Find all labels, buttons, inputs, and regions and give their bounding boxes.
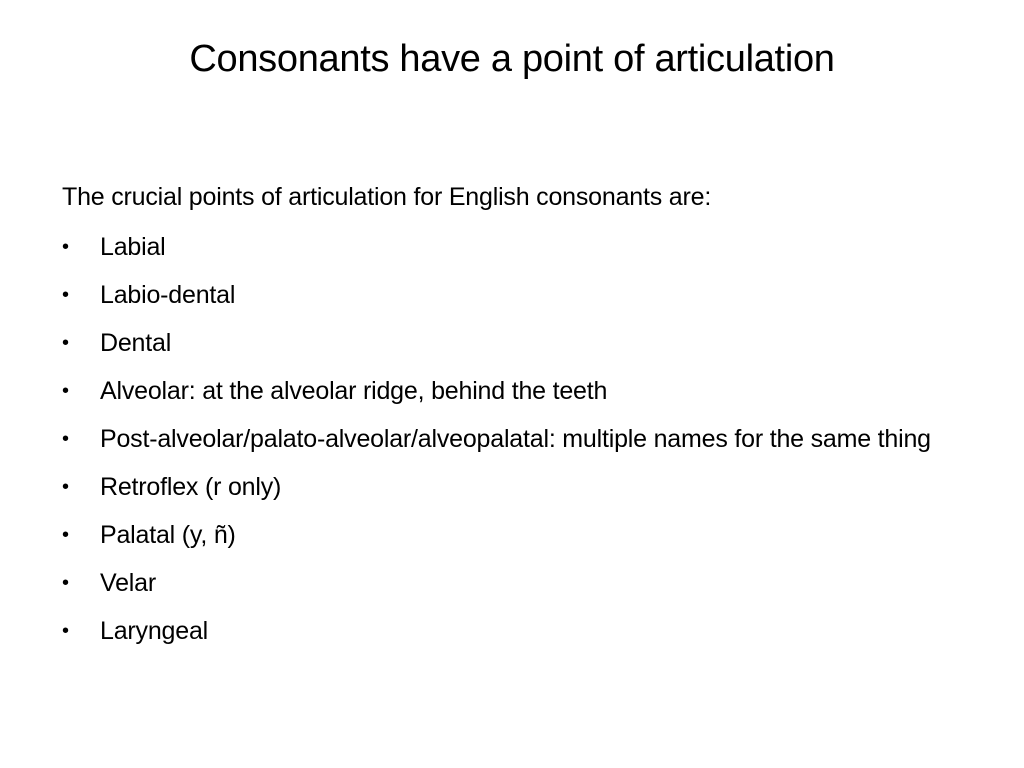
bullet-icon: • [62,572,69,594]
intro-text: The crucial points of articulation for English consonants are: [62,183,712,211]
bullet-label: Retroflex (r only) [100,473,282,501]
bullet-item-retroflex [62,468,962,506]
bullet-list [62,228,962,660]
bullet-label: Labio-dental [100,281,236,309]
bullet-icon: • [62,476,69,498]
bullet-icon: • [62,524,69,546]
bullet-label: Post-alveolar/palato-alveolar/alveopalatal: multiple names for the same thing [100,425,931,453]
bullet-item-dental [62,324,962,362]
bullet-label: Velar [100,569,156,597]
bullet-icon: • [62,284,69,306]
bullet-item-post-alveolar [62,420,960,458]
bullet-label: Alveolar: at the alveolar ridge, behind the teeth [100,377,608,405]
bullet-icon: • [62,428,69,450]
slide-title: Consonants have a point of articulation [189,38,835,80]
bullet-label: Labial [100,233,166,261]
bullet-item-laryngeal [62,612,962,650]
bullet-label: Laryngeal [100,617,209,645]
bullet-item-labial [62,228,962,266]
bullet-item-velar [62,564,962,602]
bullet-icon: • [62,620,69,642]
bullet-label: Dental [100,329,172,357]
bullet-item-labio-dental [62,276,962,314]
bullet-label: Palatal (y, ñ) [100,521,236,549]
bullet-icon: • [62,380,69,402]
bullet-icon: • [62,236,69,258]
bullet-item-alveolar [62,372,962,410]
bullet-item-palatal [62,516,962,554]
bullet-icon: • [62,332,69,354]
